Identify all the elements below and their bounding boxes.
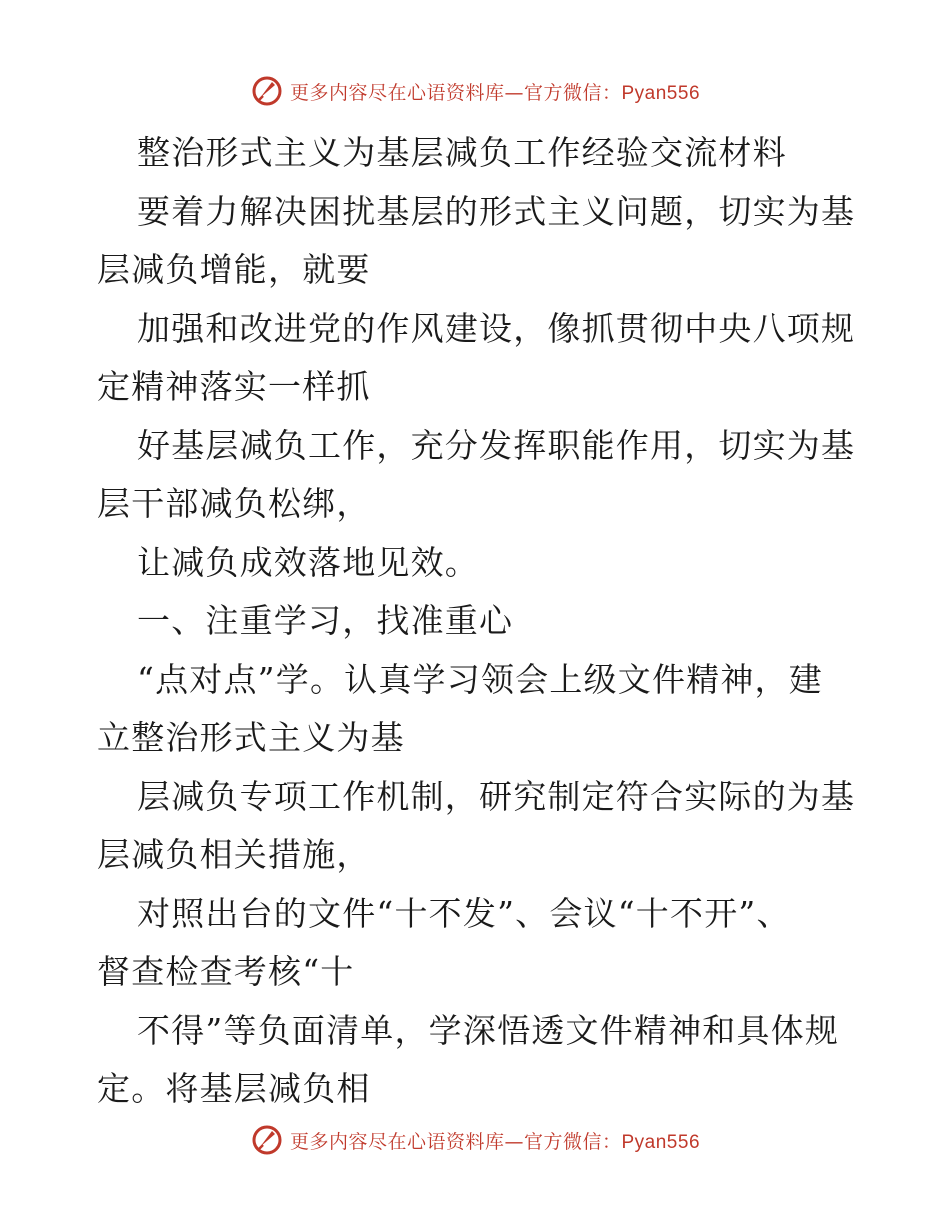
banner-site-text: 更多内容尽在心语资料库 xyxy=(289,1130,505,1153)
paragraph-line: 加强和改进党的作风建设，像抓贯彻中央八项规 xyxy=(137,308,855,348)
paragraph-line: 立整治形式主义为基 xyxy=(97,718,405,757)
banner-wechat-label: 官方微信： xyxy=(523,81,622,104)
header-banner xyxy=(0,71,950,111)
footer-banner xyxy=(0,1120,950,1160)
banner-wechat-label: 官方微信： xyxy=(523,1130,622,1153)
document-title: 整治形式主义为基层减负工作经验交流材料 xyxy=(137,133,787,172)
banner-wechat-id: Pyan556 xyxy=(621,82,701,104)
paragraph-line: 层减负专项工作机制，研究制定符合实际的为基 xyxy=(137,776,855,816)
banner-dash: — xyxy=(504,1130,524,1153)
paragraph-line: 定精神落实一样抓 xyxy=(97,367,371,406)
banner-dash: — xyxy=(504,81,524,104)
paragraph-line: 好基层减负工作，充分发挥职能作用，切实为基 xyxy=(137,425,855,465)
banner-text xyxy=(290,1127,700,1154)
paragraph-line: 层减负增能，就要 xyxy=(97,250,371,289)
banner-site-text: 更多内容尽在心语资料库 xyxy=(289,81,505,104)
paragraph-line: “点对点”学。认真学习领会上级文件精神，建 xyxy=(137,659,823,699)
paragraph-line: 对照出台的文件“十不发”、会议“十不开”、 xyxy=(137,893,791,933)
paragraph-line: 定。将基层减负相 xyxy=(97,1069,371,1108)
paragraph-line: 让减负成效落地见效。 xyxy=(137,542,479,582)
paragraph-line: 层减负相关措施， xyxy=(97,835,371,874)
paragraph-line: 不得”等负面清单，学深悟透文件精神和具体规 xyxy=(137,1010,840,1050)
quill-logo-icon xyxy=(250,1123,284,1157)
section-heading: 一、注重学习，找准重心 xyxy=(137,601,514,640)
banner-text xyxy=(290,78,700,105)
paragraph-line: 层干部减负松绑， xyxy=(97,484,371,523)
quill-logo-icon xyxy=(250,74,284,108)
document-body xyxy=(97,124,855,1119)
paragraph-line: 要着力解决困扰基层的形式主义问题，切实为基 xyxy=(137,191,855,231)
banner-wechat-id: Pyan556 xyxy=(621,1131,701,1153)
paragraph-line: 督查检查考核“十 xyxy=(97,952,355,991)
